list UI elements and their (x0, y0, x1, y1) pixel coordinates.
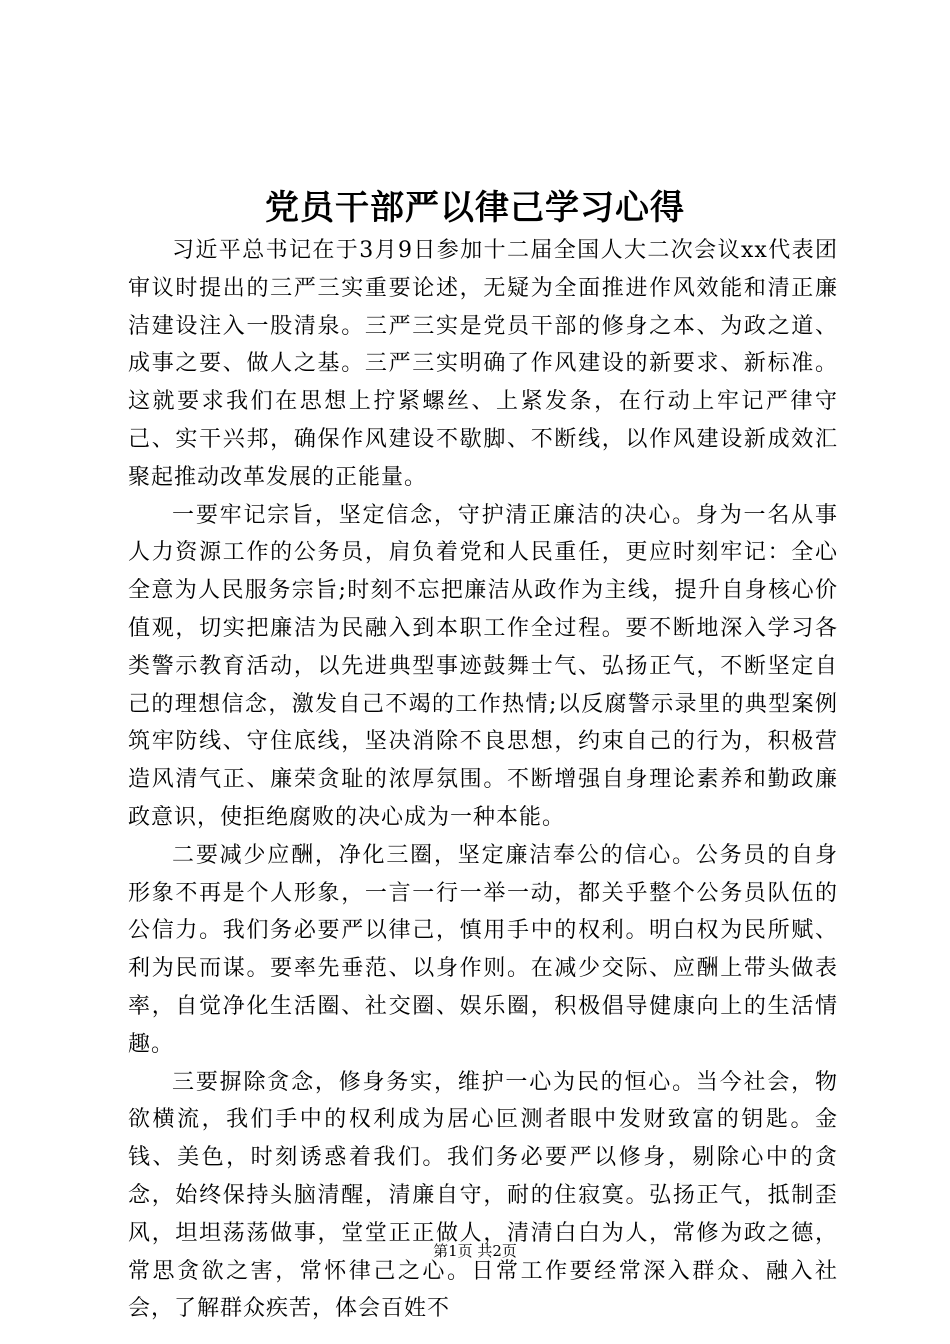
paragraph-point-three: 三要摒除贪念，修身务实，维护一心为民的恒心。当今社会，物欲横流，我们手中的权利成为居心叵测者眼中发财致富的钥匙。金钱、美色，时刻诱惑着我们。我们务必要严以修身，剔除心中的贪念，始终保持头脑清醒，清廉自守，耐的住寂寞。弘扬正气，抵制歪风，坦坦荡荡做事，堂堂正正做人，清清白白为人，常修为政之德，常思贪欲之害，常怀律己之心。日常工作要经常深入群众、融入社会，了解群众疾苦，体会百姓不 (128, 1069, 838, 1322)
paragraph-point-two: 二要减少应酬，净化三圈，坚定廉洁奉公的信心。公务员的自身形象不再是个人形象，一言一行一举一动，都关乎整个公务员队伍的公信力。我们务必要严以律己，慎用手中的权利。明白权为民所赋、利为民而谋。要率先垂范、以身作则。在减少交际、应酬上带头做表率，自觉净化生活圈、社交圈、娱乐圈，积极倡导健康向上的生活情趣。 (128, 842, 838, 1057)
paragraph-point-one: 一要牢记宗旨，坚定信念，守护清正廉洁的决心。身为一名从事人力资源工作的公务员，肩负着党和人民重任，更应时刻牢记：全心全意为人民服务宗旨;时刻不忘把廉洁从政作为主线，提升自身核心价值观，切实把廉洁为民融入到本职工作全过程。要不断地深入学习各类警示教育活动，以先进典型事迹鼓舞士气、弘扬正气，不断坚定自己的理想信念，激发自己不竭的工作热情;以反腐警示录里的典型案例筑牢防线、守住底线，坚决消除不良思想，约束自己的行为，积极营造风清气正、廉荣贪耻的浓厚氛围。不断增强自身理论素养和勤政廉政意识，使拒绝腐败的决心成为一种本能。 (128, 502, 838, 830)
document-title: 党员干部严以律己学习心得 (265, 188, 685, 228)
page-number-footer: 第1页 共2页 (433, 1242, 517, 1260)
document-body (128, 232, 838, 1328)
paragraph-intro: 习近平总书记在于3月9日参加十二届全国人大二次会议xx代表团审议时提出的三严三实重要论述，无疑为全面推进作风效能和清正廉洁建设注入一股清泉。三严三实是党员干部的修身之本、为政之道、成事之要、做人之基。三严三实明确了作风建设的新要求、新标准。这就要求我们在思想上拧紧螺丝、上紧发条，在行动上牢记严律守己、实干兴邦，确保作风建设不歇脚、不断线，以作风建设新成效汇聚起推动改革发展的正能量。 (128, 238, 838, 490)
